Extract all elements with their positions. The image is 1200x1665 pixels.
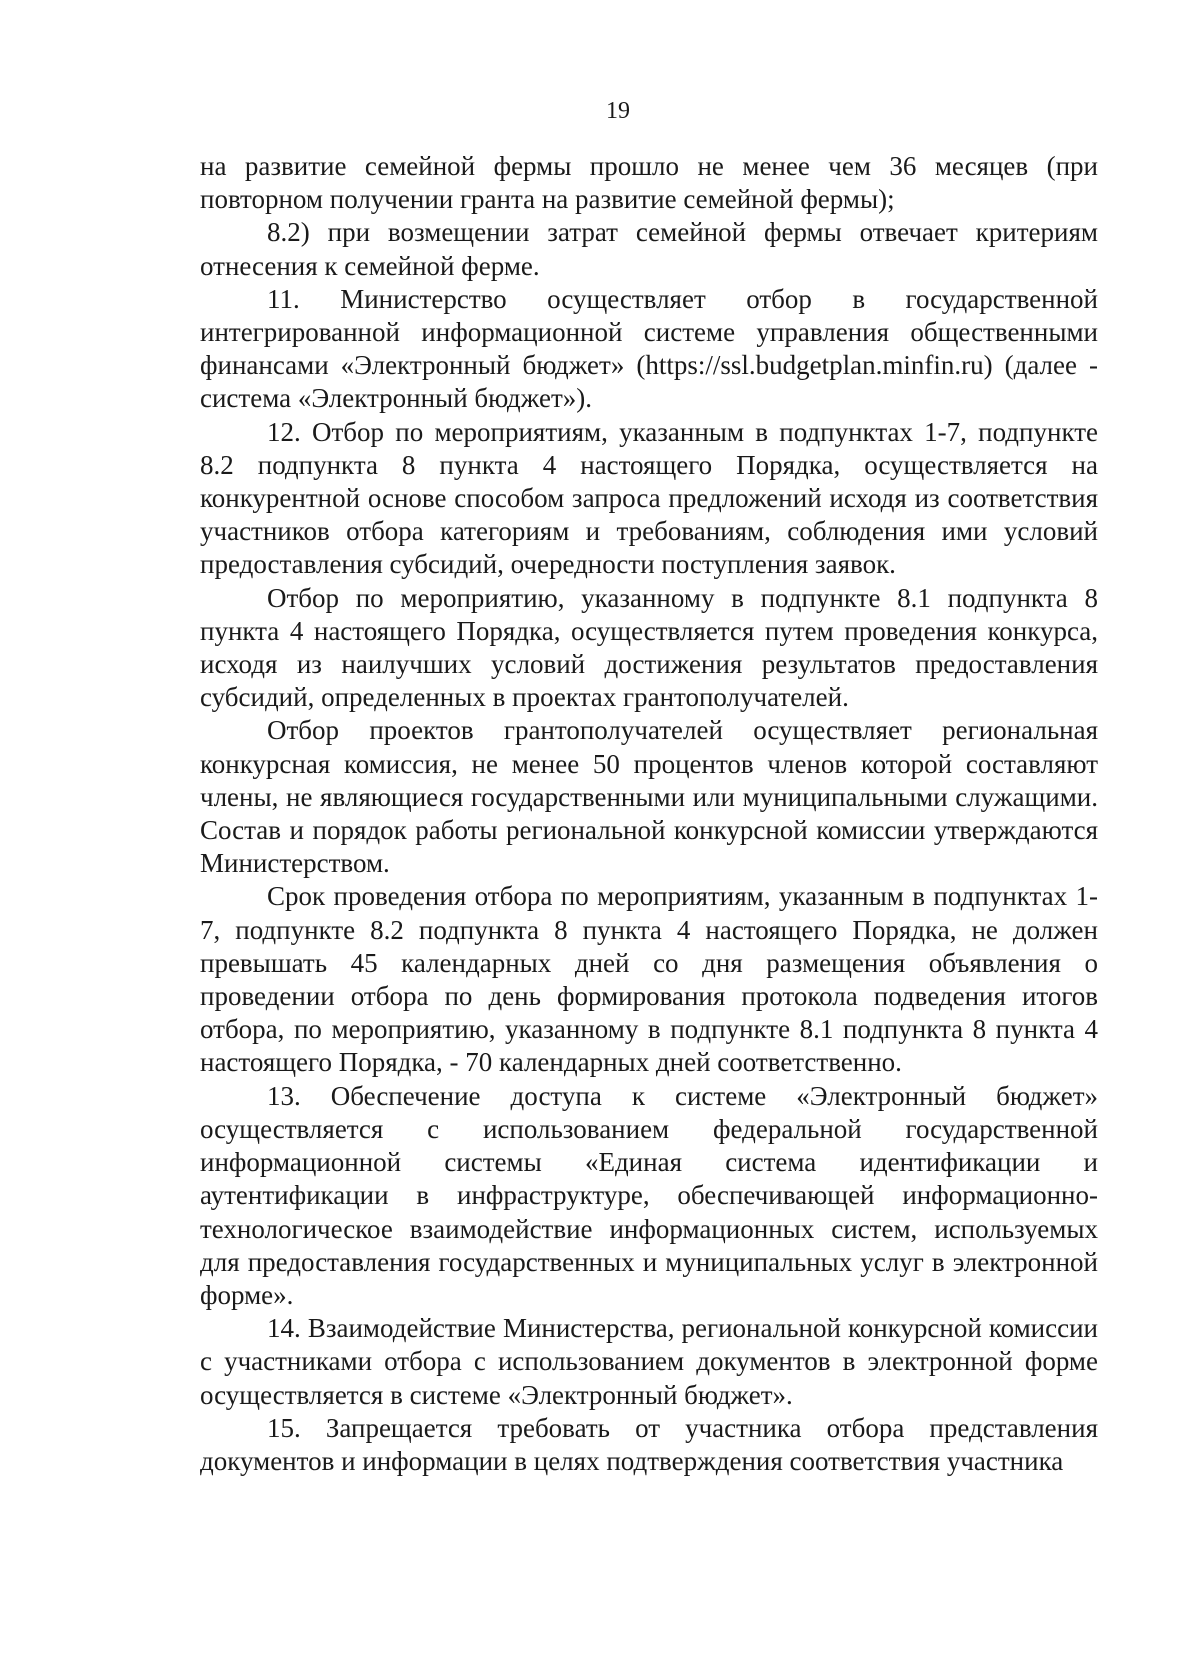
document-body	[200, 150, 1098, 1478]
paragraph-13: 13. Обеспечение доступа к системе «Электронный бюджет» осуществляется с использованием федеральной государственной информационной системы «Единая система идентификации и аутентификации в инфраструктуре, обеспечивающей информационно-технологическое взаимодействие информационных систем, используемых для предоставления государственных и муниципальных услуг в электронной форме».	[200, 1080, 1098, 1310]
paragraph-12-deadline: Срок проведения отбора по мероприятиям, указанным в подпунктах 1-7, подпункте 8.2 подпункта 8 пункта 4 настоящего Порядка, не должен превышать 45 календарных дней со дня размещения объявления о проведении отбора по день формирования протокола подведения итогов отбора, по мероприятию, указанному в подпункте 8.1 подпункта 8 пункта 4 настоящего Порядка, - 70 календарных дней соответственно.	[200, 881, 1098, 1078]
page-number: 19	[606, 98, 630, 124]
paragraph-11: 11. Министерство осуществляет отбор в государственной интегрированной информационной системе управления общественными финансами «Электронный бюджет» (https://ssl.budgetplan.minfin.ru) (далее - система «Электронный бюджет»).	[200, 283, 1098, 414]
paragraph-continuation: на развитие семейной фермы прошло не менее чем 36 месяцев (при повторном получении гранта на развитие семейной фермы);	[200, 151, 1098, 215]
paragraph-15: 15. Запрещается требовать от участника отбора представления документов и информации в целях подтверждения соответствия участника	[200, 1412, 1098, 1476]
paragraph-14: 14. Взаимодействие Министерства, региональной конкурсной комиссии с участниками отбора с использованием документов в электронной форме осуществляется в системе «Электронный бюджет».	[200, 1313, 1098, 1410]
paragraph-12: 12. Отбор по мероприятиям, указанным в подпунктах 1-7, подпункте 8.2 подпункта 8 пункта 4 настоящего Порядка, осуществляется на конкурентной основе способом запроса предложений исходя из соответствия участников отбора категориям и требованиям, соблюдения ими условий предоставления субсидий, очередности поступления заявок.	[200, 416, 1098, 580]
paragraph-12-commission: Отбор проектов грантополучателей осуществляет региональная конкурсная комиссия, не менее 50 процентов членов которой составляют члены, не являющиеся государственными или муниципальными служащими. Состав и порядок работы региональной конкурсной комиссии утверждаются Министерством.	[200, 715, 1098, 879]
paragraph-8-2: 8.2) при возмещении затрат семейной фермы отвечает критериям отнесения к семейной ферме.	[200, 217, 1098, 281]
paragraph-12-selection-8-1: Отбор по мероприятию, указанному в подпункте 8.1 подпункта 8 пункта 4 настоящего Порядка, осуществляется путем проведения конкурса, исходя из наилучших условий достижения результатов предоставления субсидий, определенных в проектах грантополучателей.	[200, 582, 1098, 713]
